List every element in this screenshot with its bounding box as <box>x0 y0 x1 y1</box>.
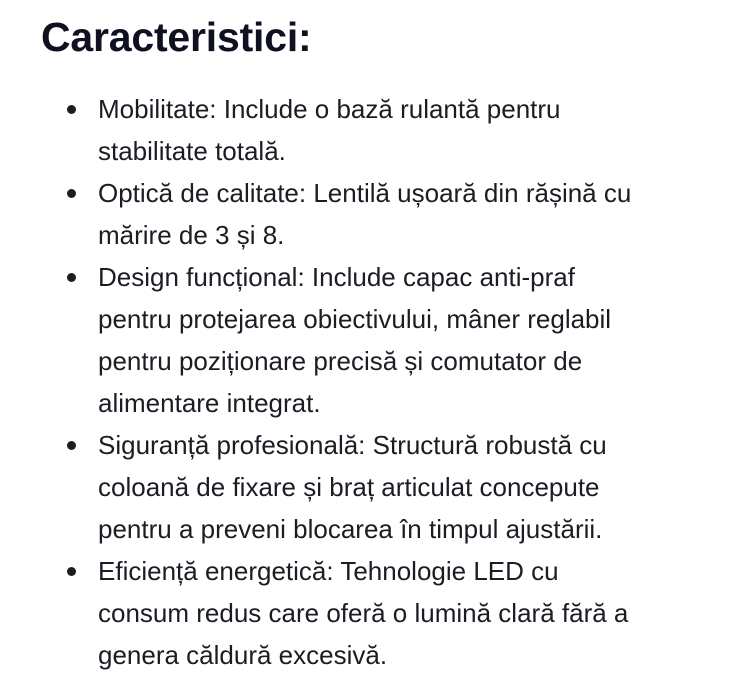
feature-line: mărire de 3 și 8. <box>98 220 285 250</box>
feature-line: alimentare integrat. <box>98 388 321 418</box>
feature-line: Design funcțional: Include capac anti-praf <box>98 262 575 292</box>
feature-line: consum redus care oferă o lumină clară fără a <box>98 598 629 628</box>
bullet-icon <box>67 273 76 282</box>
feature-line: Mobilitate: Include o bază rulantă pentru <box>98 94 561 124</box>
bullet-icon <box>67 567 76 576</box>
feature-line: Siguranță profesională: Structură robustă cu <box>98 430 607 460</box>
feature-line: coloană de fixare și braț articulat concepute <box>98 472 600 502</box>
bullet-icon <box>67 441 76 450</box>
feature-item-optics <box>0 172 748 256</box>
feature-line: Optică de calitate: Lentilă ușoară din rășină cu <box>98 178 632 208</box>
bullet-icon <box>67 105 76 114</box>
feature-line: pentru protejarea obiectivului, mâner reglabil <box>98 304 612 334</box>
feature-list <box>0 88 748 676</box>
section-heading: Caracteristici: <box>41 14 312 60</box>
bullet-icon <box>67 189 76 198</box>
feature-item-safety <box>0 424 748 550</box>
feature-item-design <box>0 256 748 424</box>
feature-item-mobility <box>0 88 748 172</box>
feature-line: pentru a preveni blocarea în timpul ajustării. <box>98 514 603 544</box>
feature-line: Eficiență energetică: Tehnologie LED cu <box>98 556 559 586</box>
feature-line: pentru poziționare precisă și comutator de <box>98 346 583 376</box>
feature-line: stabilitate totală. <box>98 136 286 166</box>
feature-line: genera căldură excesivă. <box>98 640 388 670</box>
feature-item-efficiency <box>0 550 748 676</box>
